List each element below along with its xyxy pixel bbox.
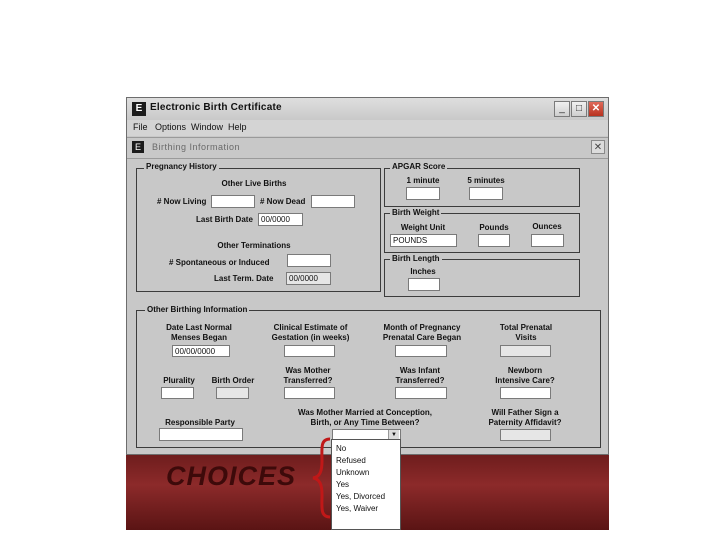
apgar-5-minutes-input[interactable] xyxy=(469,187,503,200)
prenatal-visits-label-line1: Total Prenatal xyxy=(499,323,553,332)
prenatal-month-input[interactable] xyxy=(395,345,447,357)
app-window xyxy=(126,97,609,455)
infant-transferred-label-line1: Was Infant xyxy=(399,366,441,375)
now-dead-label: # Now Dead xyxy=(260,197,306,206)
married-label-line1: Was Mother Married at Conception, xyxy=(298,408,432,417)
married-label-line2: Birth, or Any Time Between? xyxy=(310,418,420,427)
now-living-label: # Now Living xyxy=(157,197,207,206)
affidavit-input[interactable] xyxy=(500,429,551,441)
option-unknown[interactable]: Unknown xyxy=(336,468,370,477)
weight-unit-label: Weight Unit xyxy=(400,223,446,232)
nicu-label-line2: Intensive Care? xyxy=(495,376,555,385)
prenatal-month-label-line1: Month of Pregnancy xyxy=(383,323,461,332)
menu-window[interactable]: Window xyxy=(191,122,224,132)
window-title: Electronic Birth Certificate xyxy=(150,102,282,113)
affidavit-label-line1: Will Father Sign a xyxy=(491,408,559,417)
child-window-title: Birthing Information xyxy=(152,142,241,152)
other-terminations-heading: Other Terminations xyxy=(217,241,291,250)
menu-options[interactable]: Options xyxy=(155,122,187,132)
menu-file[interactable]: File xyxy=(133,122,148,132)
close-button[interactable]: ✕ xyxy=(588,101,604,117)
option-no[interactable]: No xyxy=(336,444,347,453)
menu-bar xyxy=(127,120,608,136)
maximize-button[interactable]: □ xyxy=(571,101,587,117)
menu-help[interactable]: Help xyxy=(228,122,247,132)
affidavit-label-line2: Paternity Affidavit? xyxy=(488,418,562,427)
last-term-date-input[interactable]: 00/0000 xyxy=(286,272,331,285)
other-birthing-info-legend: Other Birthing Information xyxy=(147,305,248,314)
responsible-party-label: Responsible Party xyxy=(165,418,235,427)
mother-transferred-label-line2: Transferred? xyxy=(283,376,333,385)
plurality-label: Plurality xyxy=(163,376,195,385)
pounds-label: Pounds xyxy=(479,223,509,232)
child-window-titlebar[interactable] xyxy=(127,137,608,159)
child-close-button[interactable]: ✕ xyxy=(591,140,605,154)
minimize-button[interactable]: _ xyxy=(554,101,570,117)
last-birth-date-input[interactable]: 00/0000 xyxy=(258,213,303,226)
last-birth-date-label: Last Birth Date xyxy=(196,215,253,224)
pounds-input[interactable] xyxy=(478,234,510,247)
apgar-1-minute-label: 1 minute xyxy=(406,176,440,185)
birth-order-input[interactable] xyxy=(216,387,249,399)
now-living-input[interactable] xyxy=(211,195,255,208)
mother-transferred-input[interactable] xyxy=(284,387,335,399)
apgar-legend: APGAR Score xyxy=(392,162,446,171)
other-live-births-heading: Other Live Births xyxy=(221,179,287,188)
option-refused[interactable]: Refused xyxy=(336,456,366,465)
chevron-down-icon[interactable]: ▼ xyxy=(388,430,399,440)
prenatal-visits-label-line2: Visits xyxy=(515,333,537,342)
birth-length-legend: Birth Length xyxy=(392,254,440,263)
inches-input[interactable] xyxy=(408,278,440,291)
ounces-input[interactable] xyxy=(531,234,564,247)
apgar-5-minutes-label: 5 minutes xyxy=(467,176,505,185)
gestation-input[interactable] xyxy=(284,345,335,357)
window-titlebar[interactable] xyxy=(127,98,608,121)
inches-label: Inches xyxy=(410,267,436,276)
plurality-input[interactable] xyxy=(161,387,194,399)
option-yes-divorced[interactable]: Yes, Divorced xyxy=(336,492,386,501)
prenatal-month-label-line2: Prenatal Care Began xyxy=(382,333,462,342)
ounces-label: Ounces xyxy=(532,222,562,231)
nicu-label-line1: Newborn xyxy=(507,366,543,375)
birth-weight-group xyxy=(384,213,580,253)
weight-unit-select[interactable]: POUNDS xyxy=(390,234,457,247)
infant-transferred-input[interactable] xyxy=(395,387,447,399)
option-yes[interactable]: Yes xyxy=(336,480,350,489)
mother-transferred-label-line1: Was Mother xyxy=(285,366,331,375)
lmp-label-line2: Menses Began xyxy=(170,333,228,342)
last-term-date-label: Last Term. Date xyxy=(214,274,274,283)
spontaneous-input[interactable] xyxy=(287,254,331,267)
responsible-party-input[interactable] xyxy=(159,428,243,441)
pregnancy-history-legend: Pregnancy History xyxy=(146,162,217,171)
form-icon: E xyxy=(132,141,144,153)
birth-weight-legend: Birth Weight xyxy=(392,208,440,217)
option-yes-waiver[interactable]: Yes, Waiver xyxy=(336,504,379,513)
lmp-label-line1: Date Last Normal xyxy=(166,323,232,332)
infant-transferred-label-line2: Transferred? xyxy=(395,376,445,385)
choices-annotation: CHOICES xyxy=(166,461,297,491)
lmp-input[interactable]: 00/00/0000 xyxy=(172,345,230,357)
gestation-label-line2: Gestation (in weeks) xyxy=(271,333,350,342)
now-dead-input[interactable] xyxy=(311,195,355,208)
nicu-input[interactable] xyxy=(500,387,551,399)
app-logo-icon: E xyxy=(132,102,146,116)
apgar-1-minute-input[interactable] xyxy=(406,187,440,200)
gestation-label-line1: Clinical Estimate of xyxy=(273,323,348,332)
spontaneous-label: # Spontaneous or Induced xyxy=(169,258,270,267)
married-options-dropdown xyxy=(331,439,401,530)
birth-order-label: Birth Order xyxy=(211,376,255,385)
prenatal-visits-input[interactable] xyxy=(500,345,551,357)
